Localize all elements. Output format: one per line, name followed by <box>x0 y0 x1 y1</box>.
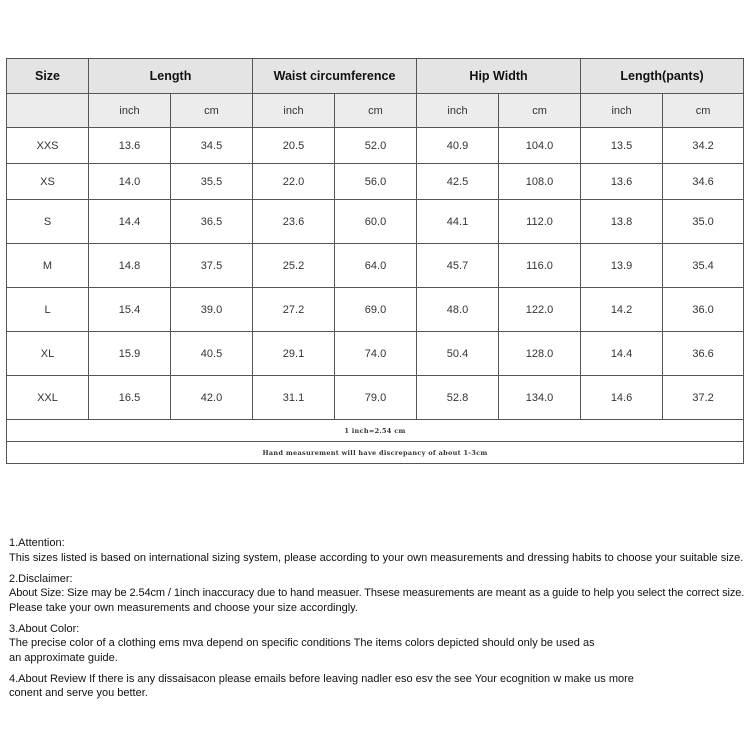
note-review <box>9 672 747 701</box>
unit-blank <box>7 94 89 128</box>
header-row-units <box>7 94 744 128</box>
table-cell: 79.0 <box>335 376 417 420</box>
size-chart-table <box>6 58 744 464</box>
table-cell: 69.0 <box>335 288 417 332</box>
table-cell: 39.0 <box>171 288 253 332</box>
table-row <box>7 244 744 288</box>
table-cell: 15.9 <box>89 332 171 376</box>
table-cell: 45.7 <box>417 244 499 288</box>
table-cell: 34.6 <box>663 164 744 200</box>
table-cell: 13.5 <box>581 128 663 164</box>
size-cell: L <box>7 288 89 332</box>
table-cell: 52.8 <box>417 376 499 420</box>
table-cell: 44.1 <box>417 200 499 244</box>
discrepancy-note: Hand measurement will have discrepancy of about 1-3cm <box>7 442 744 464</box>
note-row <box>7 420 744 442</box>
table-cell: 16.5 <box>89 376 171 420</box>
table-row <box>7 288 744 332</box>
unit-cell: inch <box>89 94 171 128</box>
table-cell: 25.2 <box>253 244 335 288</box>
table-row <box>7 164 744 200</box>
note-attention <box>9 536 747 565</box>
size-cell: XXL <box>7 376 89 420</box>
table-cell: 42.0 <box>171 376 253 420</box>
conversion-note: 1 inch=2.54 cm <box>7 420 744 442</box>
header-size: Size <box>7 59 89 94</box>
table-cell: 20.5 <box>253 128 335 164</box>
note-text: About Size: Size may be 2.54cm / 1inch inaccuracy due to hand measuer. Thsese measurements are meant as a guide to help you select the correct size. <box>9 587 745 599</box>
table-cell: 36.0 <box>663 288 744 332</box>
table-cell: 128.0 <box>499 332 581 376</box>
table-cell: 14.0 <box>89 164 171 200</box>
size-cell: XS <box>7 164 89 200</box>
table-cell: 104.0 <box>499 128 581 164</box>
table-row <box>7 376 744 420</box>
note-text: 4.About Review If there is any dissaisacon please emails before leaving nadler eso esv the see Your ecognition w make us more <box>9 672 634 685</box>
table-cell: 34.2 <box>663 128 744 164</box>
note-text: The precise color of a clothing ems mva depend on specific conditions The items colors depicted should only be used as <box>9 637 595 649</box>
header-length-pants: Length(pants) <box>581 59 744 94</box>
table-cell: 23.6 <box>253 200 335 244</box>
note-disclaimer <box>9 572 747 616</box>
table-cell: 60.0 <box>335 200 417 244</box>
table-cell: 42.5 <box>417 164 499 200</box>
table-cell: 50.4 <box>417 332 499 376</box>
note-text: Please take your own measurements and choose your size accordingly. <box>9 601 358 614</box>
table-cell: 52.0 <box>335 128 417 164</box>
table-cell: 15.4 <box>89 288 171 332</box>
table-cell: 31.1 <box>253 376 335 420</box>
note-title: 2.Disclaimer: <box>9 572 73 585</box>
unit-cell: cm <box>335 94 417 128</box>
note-title: 1.Attention: <box>9 537 65 549</box>
unit-cell: cm <box>663 94 744 128</box>
size-cell: M <box>7 244 89 288</box>
table-cell: 14.8 <box>89 244 171 288</box>
table-cell: 13.6 <box>89 128 171 164</box>
table-cell: 37.2 <box>663 376 744 420</box>
note-text: an approximate guide. <box>9 651 118 664</box>
table-cell: 35.0 <box>663 200 744 244</box>
table-cell: 14.4 <box>89 200 171 244</box>
table-cell: 36.6 <box>663 332 744 376</box>
header-waist: Waist circumference <box>253 59 417 94</box>
table-cell: 13.9 <box>581 244 663 288</box>
size-cell: XXS <box>7 128 89 164</box>
table-row <box>7 200 744 244</box>
unit-cell: cm <box>499 94 581 128</box>
table-cell: 48.0 <box>417 288 499 332</box>
unit-cell: inch <box>417 94 499 128</box>
table-cell: 134.0 <box>499 376 581 420</box>
table-cell: 56.0 <box>335 164 417 200</box>
table-cell: 112.0 <box>499 200 581 244</box>
table-cell: 35.5 <box>171 164 253 200</box>
table-cell: 14.2 <box>581 288 663 332</box>
note-title: 3.About Color: <box>9 622 80 635</box>
header-length: Length <box>89 59 253 94</box>
table-row <box>7 128 744 164</box>
table-cell: 40.5 <box>171 332 253 376</box>
table-cell: 27.2 <box>253 288 335 332</box>
table-cell: 116.0 <box>499 244 581 288</box>
notes-section <box>9 536 747 707</box>
table-row <box>7 332 744 376</box>
table-cell: 64.0 <box>335 244 417 288</box>
table-cell: 40.9 <box>417 128 499 164</box>
table-cell: 74.0 <box>335 332 417 376</box>
table-cell: 14.6 <box>581 376 663 420</box>
table-cell: 122.0 <box>499 288 581 332</box>
table-cell: 13.8 <box>581 200 663 244</box>
header-row-groups <box>7 59 744 94</box>
size-cell: XL <box>7 332 89 376</box>
table-cell: 22.0 <box>253 164 335 200</box>
table-cell: 36.5 <box>171 200 253 244</box>
table-cell: 37.5 <box>171 244 253 288</box>
size-cell: S <box>7 200 89 244</box>
note-text: conent and serve you better. <box>9 687 148 699</box>
note-row <box>7 442 744 464</box>
table-cell: 13.6 <box>581 164 663 200</box>
unit-cell: cm <box>171 94 253 128</box>
note-color <box>9 622 747 666</box>
table-cell: 34.5 <box>171 128 253 164</box>
unit-cell: inch <box>581 94 663 128</box>
table-cell: 29.1 <box>253 332 335 376</box>
header-hip-width: Hip Width <box>417 59 581 94</box>
note-text: This sizes listed is based on international sizing system, please according to your own measurements and dressing habits to choose your suitable size. <box>9 551 744 564</box>
unit-cell: inch <box>253 94 335 128</box>
table-cell: 14.4 <box>581 332 663 376</box>
table-cell: 108.0 <box>499 164 581 200</box>
table-cell: 35.4 <box>663 244 744 288</box>
